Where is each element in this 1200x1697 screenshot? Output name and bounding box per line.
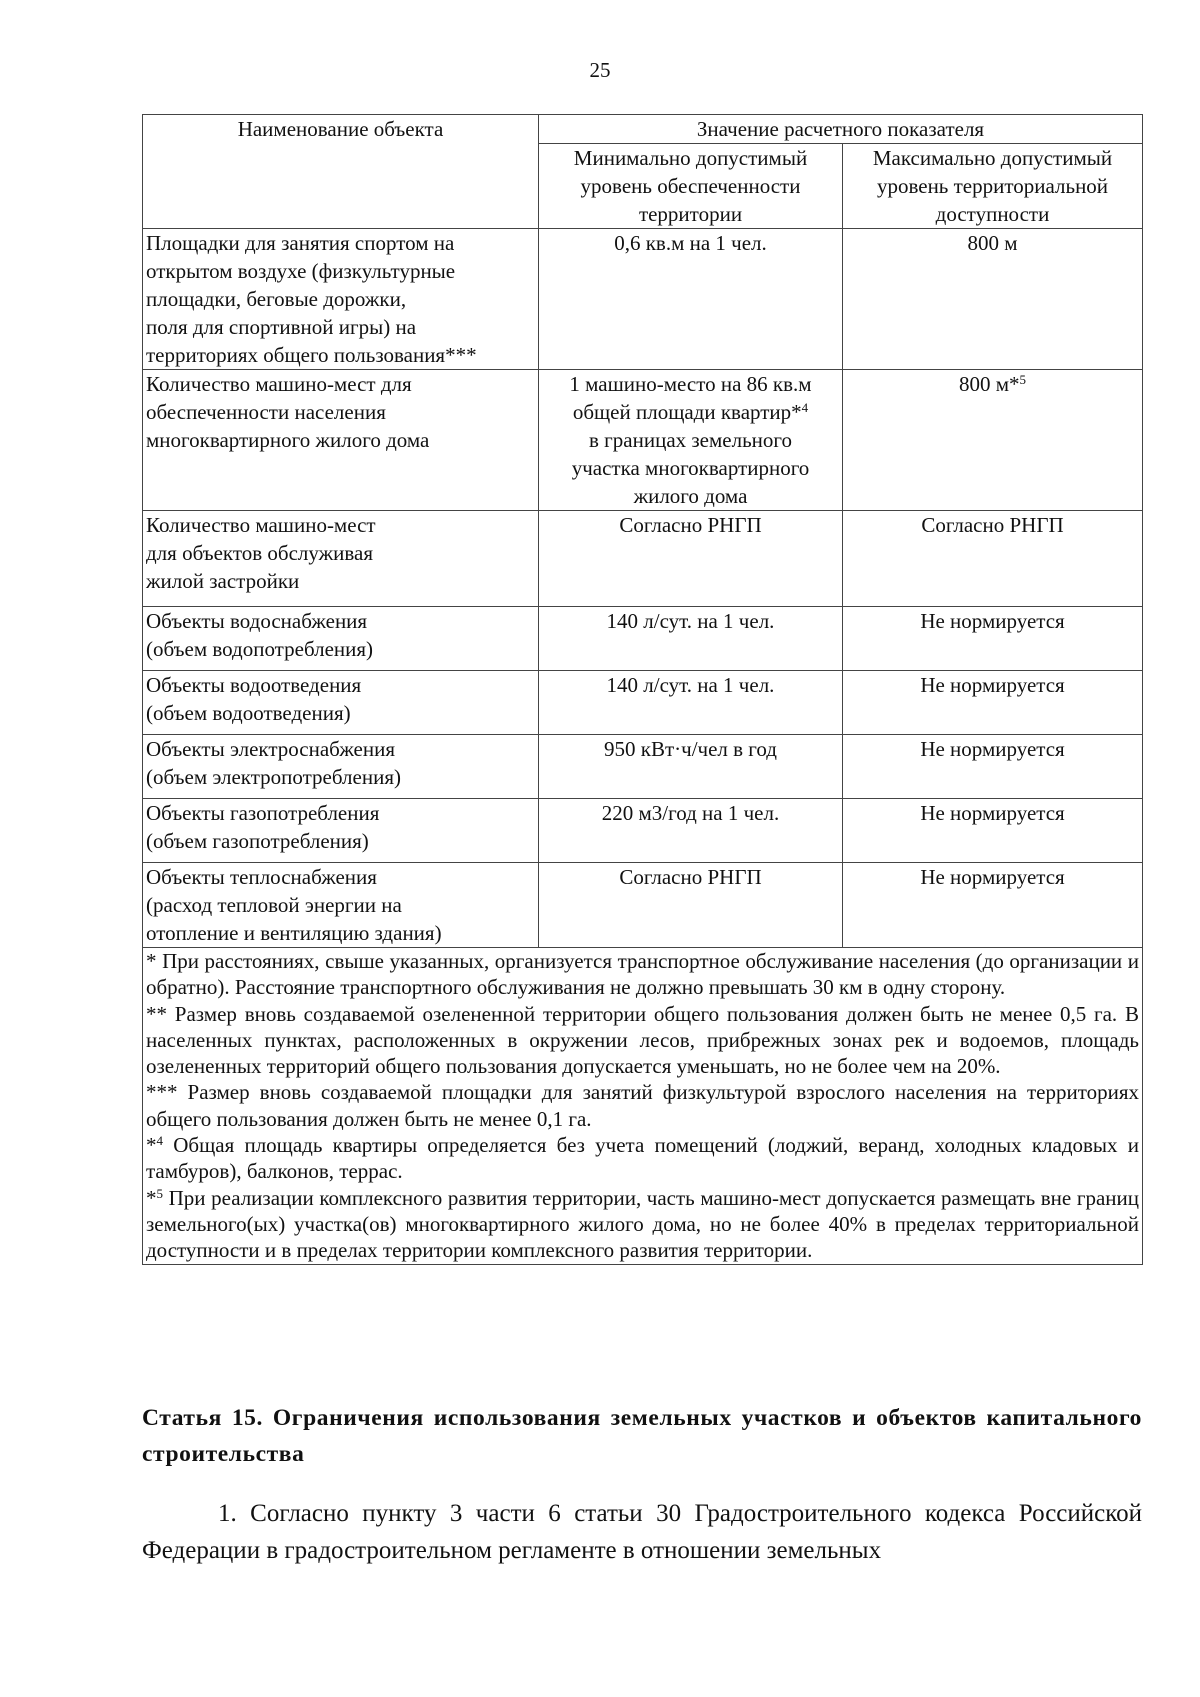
header-min-level: Минимально допустимый уровень обеспеченности территории: [539, 144, 843, 229]
table-notes-row: [143, 948, 1143, 1265]
row-max-value: Согласно РНГП: [843, 511, 1143, 607]
footnote-mark: *: [146, 1185, 157, 1210]
header-object-name: Наименование объекта: [143, 115, 539, 229]
row-max-value: 800 м: [843, 229, 1143, 370]
row-min-value: [539, 370, 843, 511]
footnote-text: Общая площадь квартиры определяется без учета помещений (лоджий, веранд, холодных кладовых и тамбуров), балконов, террас.: [146, 1133, 1139, 1184]
footnote-ref: 4: [801, 400, 809, 415]
row-min-value: 0,6 кв.м на 1 чел.: [539, 229, 843, 370]
table-row: [143, 511, 1143, 607]
row-max-value: Не нормируется: [843, 735, 1143, 799]
row-max-value: Не нормируется: [843, 671, 1143, 735]
row-max-value: [843, 370, 1143, 511]
row-name: Объекты водоснабжения (объем водопотребления): [143, 607, 539, 671]
row-name: Объекты теплоснабжения (расход тепловой энергии на отопление и вентиляцию здания): [143, 863, 539, 948]
body-paragraph: 1. Согласно пункту 3 части 6 статьи 30 Градостроительного кодекса Российской Федерации в градостроительном регламенте в отношении земельных: [142, 1500, 1142, 1564]
table-row: [143, 671, 1143, 735]
header-indicator-value: Значение расчетного показателя: [539, 115, 1143, 144]
footnote-mark: *: [146, 1133, 157, 1158]
footnote-ref: 4: [156, 1133, 163, 1149]
table-row: [143, 229, 1143, 370]
row-min-line: 1 машино-место на 86 кв.м: [569, 372, 812, 396]
row-name: Объекты газопотребления (объем газопотребления): [143, 799, 539, 863]
footnote: [146, 1185, 1139, 1264]
row-name: Количество машино-мест для объектов обслуживая жилой застройки: [143, 511, 539, 607]
row-min-value: 220 м3/год на 1 чел.: [539, 799, 843, 863]
row-name: Площадки для занятия спортом на открытом воздухе (физкультурные площадки, беговые дорожки, поля для спортивной игры) на территориях общего пользования***: [143, 229, 539, 370]
row-name: Объекты водоотведения (объем водоотведения): [143, 671, 539, 735]
table-row: [143, 607, 1143, 671]
row-max-text: 800 м*: [958, 372, 1020, 396]
table-row: [143, 370, 1143, 511]
row-min-line: общей площади квартир*: [572, 400, 802, 424]
row-name: Количество машино-мест для обеспеченности населения многоквартирного жилого дома: [143, 370, 539, 511]
page-number: 25: [589, 58, 611, 82]
row-min-rest: в границах земельного участка многоквартирного жилого дома: [571, 428, 810, 508]
row-min-value: Согласно РНГП: [539, 511, 843, 607]
table-row: [143, 735, 1143, 799]
table-row: [143, 863, 1143, 948]
row-min-value: 140 л/сут. на 1 чел.: [539, 671, 843, 735]
row-name: Объекты электроснабжения (объем электропотребления): [143, 735, 539, 799]
row-min-value: Согласно РНГП: [539, 863, 843, 948]
row-max-value: Не нормируется: [843, 863, 1143, 948]
footnote: *** Размер вновь создаваемой площадки для занятий физкультурой взрослого населения на территориях общего пользования должен быть не менее 0,1 га.: [146, 1080, 1139, 1131]
table-footnotes: [143, 948, 1143, 1265]
row-max-value: Не нормируется: [843, 799, 1143, 863]
norms-table: [142, 114, 1143, 1265]
table-header-row: [143, 115, 1143, 144]
footnote-ref: 5: [1019, 372, 1027, 387]
row-min-value: 140 л/сут. на 1 чел.: [539, 607, 843, 671]
footnote-ref: 5: [156, 1185, 163, 1201]
row-max-value: Не нормируется: [843, 607, 1143, 671]
footnote: [146, 1132, 1139, 1185]
row-min-value: 950 кВт·ч/чел в год: [539, 735, 843, 799]
article-title: Статья 15. Ограничения использования земельных участков и объектов капитального строительства: [142, 1405, 1142, 1467]
header-max-level: Максимально допустимый уровень территориальной доступности: [843, 144, 1143, 229]
footnote: * При расстояниях, свыше указанных, организуется транспортное обслуживание населения (до организации и обратно). Расстояние транспортного обслуживания не должно превышать 30 км в одну сторону.: [146, 949, 1139, 1000]
footnote: ** Размер вновь создаваемой озелененной территории общего пользования должен быть не менее 0,5 га. В населенных пунктах, расположенных в окружении лесов, прибрежных зонах рек и водоемов, площадь озелененных территорий общего пользования допускается уменьшать, но не более чем на 20%.: [146, 1001, 1139, 1079]
footnote-text: При реализации комплексного развития территории, часть машино-мест допускается размещать вне границ земельного(ых) участка(ов) многоквартирного жилого дома, но не более 40% в пределах территориальной доступности и в пределах территории комплексного развития территории.: [146, 1185, 1139, 1263]
table-row: [143, 799, 1143, 863]
